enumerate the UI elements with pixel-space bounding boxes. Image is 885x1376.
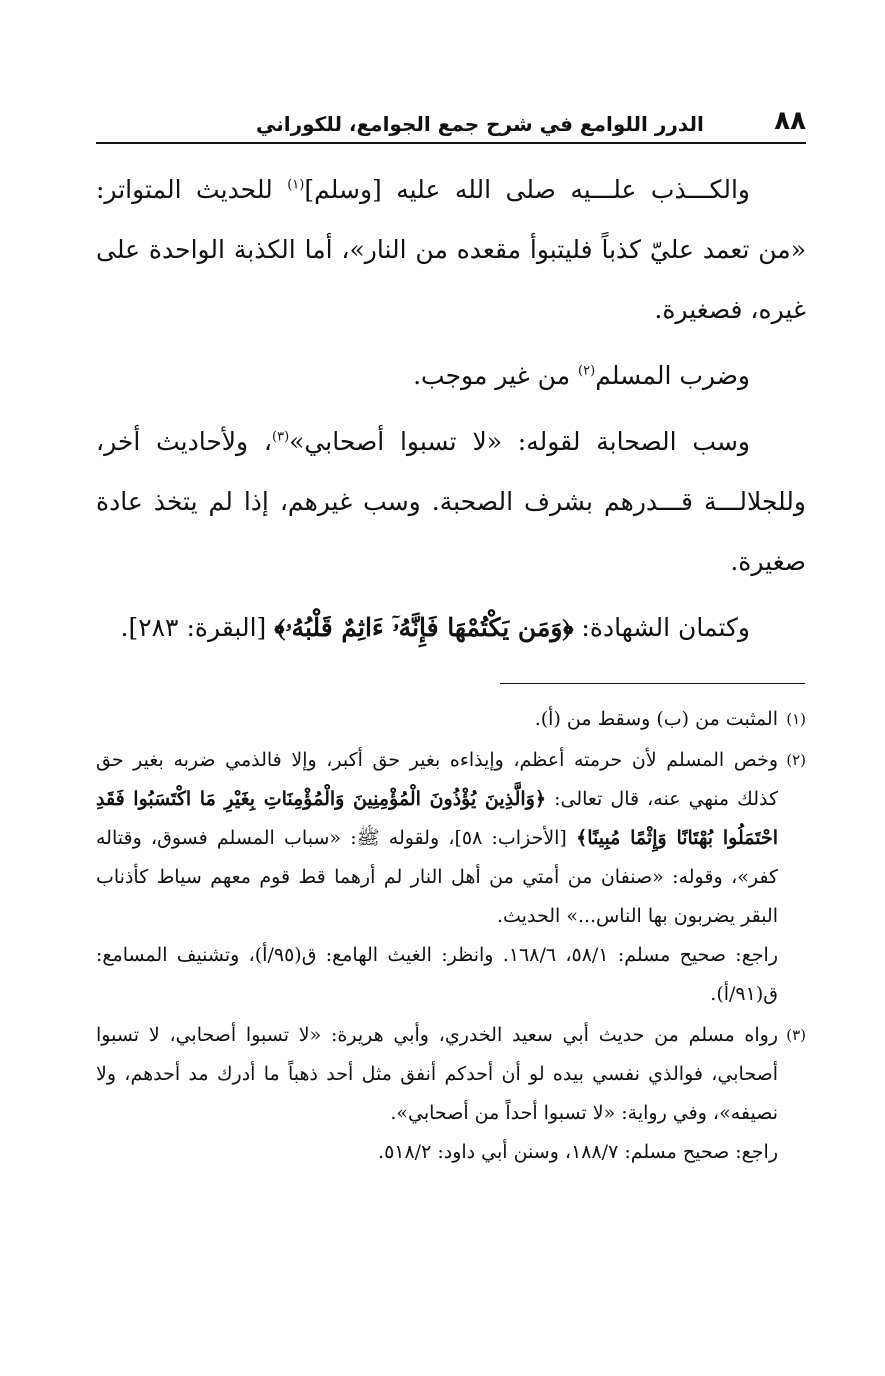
paragraph-text: والكـــذب علـــيه صلى الله عليه [وسلم]: [304, 175, 750, 204]
footnote-3: [96, 1016, 806, 1172]
footnote-number: (٢): [786, 751, 806, 769]
footnote-text-part: وخص المسلم لأن حرمته أعظم، وإيذاءه بغير حق أكبر، وإلا فالذمي ضربه بغير حق كذلك منهي عنه، قال تعالى:: [96, 749, 778, 810]
paragraph-text: ، ولأحاديث أخر، وللجلالـــة قـــدرهم بشرف الصحبة. وسب غيرهم، إذا لم يتخذ عادة صغيرة.: [96, 427, 806, 576]
footnote-ref-3: (٣): [272, 429, 290, 445]
paragraph-testimony: [96, 598, 806, 658]
paragraph-lying: [96, 160, 806, 340]
footnote-text: [96, 741, 778, 936]
paragraph-text: من غير موجب.: [413, 361, 579, 390]
paragraph-text: وضرب المسلم: [595, 361, 750, 390]
footnote-ref-1: (١): [287, 177, 305, 193]
running-title: الدرر اللوامع في شرح جمع الجوامع، للكوراني: [256, 112, 704, 136]
paragraph-companions: [96, 412, 806, 592]
paragraph-striking: [96, 346, 806, 406]
page-number: ٨٨: [774, 106, 806, 136]
footnote-ref-2: (٢): [578, 363, 596, 379]
footnote-number: (٣): [786, 1026, 806, 1044]
footnote-2: [96, 741, 806, 1014]
footnote-reference: راجع: صحيح مسلم: ١٨٨/٧، وسنن أبي داود: ٥١٨/٢.: [378, 1141, 778, 1163]
quran-verse: ﴿وَالَّذِينَ يُؤْذُونَ الْمُؤْمِنِينَ وَالْمُؤْمِنَاتِ بِغَيْرِ مَا اكْتَسَبُوا فَقَدِ احْتَمَلُوا بُهْتَانًا وَإِثْمًا مُبِينًا﴾: [96, 788, 779, 849]
footnote-number: (١): [786, 710, 806, 728]
footnote-reference: راجع: صحيح مسلم: ٥٨/١، ١٦٨/٦. وانظر: الغيث الهامع: ق(٩٥/أ)، وتشنيف المسامع: ق(٩١/أ).: [96, 944, 779, 1005]
footnote-text: رواه مسلم من حديث أبي سعيد الخدري، وأبي هريرة: «لا تسبوا أصحابي، لا تسبوا أصحابي، فوالذي نفسي بيده لو أن أحدكم أنفق مثل أحد ذهباً ما أدرك مد أحدهم، ولا نصيفه»، وفي رواية: «لا تسبوا أحداً من أصحابي».: [96, 1024, 778, 1124]
main-text: [96, 160, 806, 664]
paragraph-text: للحديث المتواتر: «من تعمد عليّ كذباً فليتبوأ مقعده من النار»، أما الكذبة الواحدة على غيره، فصغيرة.: [96, 175, 806, 324]
page-header: [96, 100, 806, 144]
footnote-text-part: [الأحزاب: ٥٨]، ولقوله ﷺ: «سباب المسلم فسوق، وقتاله كفر»، وقوله: «صنفان من أمتي من أهل النار لم أرهما قط قوم معهم سياط كأذناب البقر يضربون بها الناس...» الحديث.: [96, 827, 778, 927]
quran-verse: ﴿وَمَن يَكْتُمْهَا فَإِنَّهُۥٓ ءَاثِمٌ قَلْبُهُۥ﴾: [274, 613, 574, 642]
footnote-1: [96, 700, 806, 739]
paragraph-text: وكتمان الشهادة:: [573, 613, 750, 642]
footnote-text: المثبت من (ب) وسقط من (أ).: [534, 708, 778, 730]
footnote-divider: [500, 683, 805, 684]
footnotes: [96, 700, 806, 1174]
paragraph-text: وسب الصحابة لقوله: «لا تسبوا أصحابي»: [289, 427, 750, 456]
verse-citation: [البقرة: ٢٨٣].: [120, 613, 275, 642]
